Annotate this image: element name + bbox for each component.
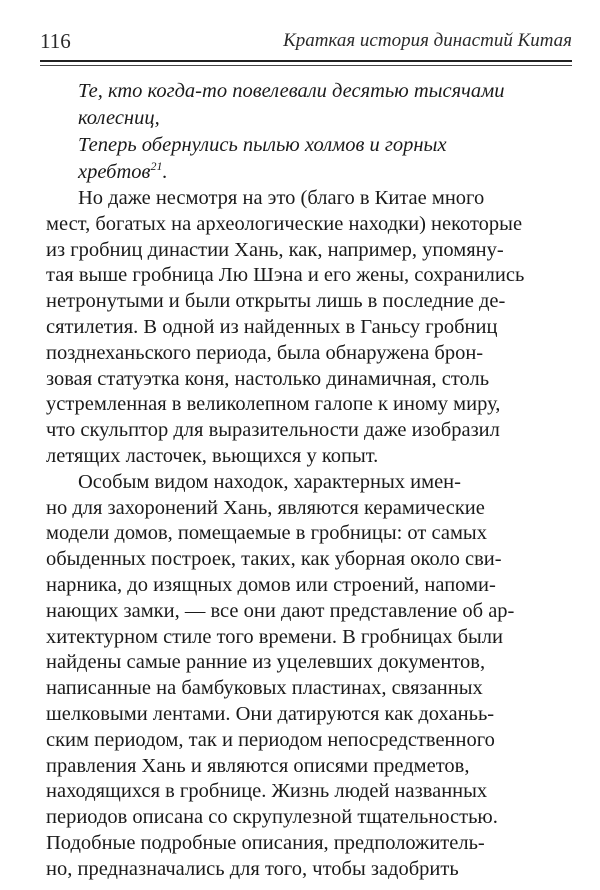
paragraph-1-line: тая выше гробница Лю Шэна и его жены, сохранились xyxy=(46,264,525,287)
paragraph-1-line: Но даже несмотря на это (благо в Китае много xyxy=(78,187,485,209)
header-rule xyxy=(40,60,572,62)
running-head xyxy=(40,26,572,56)
body-text xyxy=(46,186,594,883)
paragraph-2-line: нающих замки, — все они дают представление об ар- xyxy=(46,599,515,622)
paragraph-2-line: но для захоронений Хань, являются керамические xyxy=(46,496,485,519)
poem-line: Те, кто когда-то повелевали десятью тысячами xyxy=(78,80,505,102)
poem-line: колесниц, xyxy=(78,107,160,129)
poem-line: Теперь обернулись пылью холмов и горных xyxy=(78,134,447,156)
paragraph-1-line: зовая статуэтка коня, настолько динамичная, столь xyxy=(46,367,490,390)
paragraph-2-line: периодов описана со скрупулезной тщательностью. xyxy=(46,806,498,829)
paragraph-1-line: устремленная в великолепном галопе к иному миру, xyxy=(46,393,501,416)
poem-epigraph xyxy=(78,78,588,186)
paragraph-2-line: модели домов, помещаемые в гробницы: от самых xyxy=(46,522,487,545)
paragraph-1-line: мест, богатых на археологические находки) некоторые xyxy=(46,212,523,235)
paragraph-1-line: позднеханьского периода, была обнаружена брон- xyxy=(46,341,484,364)
poem-line-last xyxy=(78,159,588,186)
paragraph-2-line: найдены самые ранние из уцелевших документов, xyxy=(46,651,486,674)
paragraph-2-line: нарника, до изящных домов или строений, напоми- xyxy=(46,573,496,596)
header-rule-thin xyxy=(40,65,572,66)
paragraph-2-line: хитектурном стиле того времени. В гробницах были xyxy=(46,625,503,648)
running-title: Краткая история династий Китая xyxy=(283,30,572,51)
paragraph-1-line: летящих ласточек, вьющихся у копыт. xyxy=(46,444,379,467)
paragraph-1-line: что скульптор для выразительности даже изобразил xyxy=(46,419,500,442)
paragraph-2-line: находящихся в гробнице. Жизнь людей названных xyxy=(46,780,488,803)
paragraph-1-line: сятилетия. В одной из найденных в Ганьсу гробниц xyxy=(46,315,498,338)
paragraph-2-line: Особым видом находок, характерных имен- xyxy=(78,470,461,493)
paragraph-2-line: но, предназначались для того, чтобы задобрить xyxy=(46,857,459,880)
paragraph-1-line: нетронутыми и были открыты лишь в последние де- xyxy=(46,290,506,313)
paragraph-2-line: написанные на бамбуковых пластинах, связанных xyxy=(46,677,483,700)
paragraph-2-line: Подобные подробные описания, предположитель- xyxy=(46,831,485,854)
paragraph-2-line: обыденных построек, таких, как уборная около сви- xyxy=(46,548,502,571)
poem-line-ending: . xyxy=(162,161,168,183)
paragraph-2-line: ским периодом, так и периодом непосредственного xyxy=(46,728,495,751)
paragraph-2-line: шелковыми лентами. Они датируются как доханьь- xyxy=(46,702,495,725)
paragraph-1-line: из гробниц династии Хань, как, например, упомяну- xyxy=(46,238,504,261)
paragraph-2-line: правления Хань и являются описями предметов, xyxy=(46,754,470,777)
poem-line-text: хребтов xyxy=(78,161,151,183)
footnote-ref: 21 xyxy=(150,159,163,174)
page-number: 116 xyxy=(40,29,71,53)
